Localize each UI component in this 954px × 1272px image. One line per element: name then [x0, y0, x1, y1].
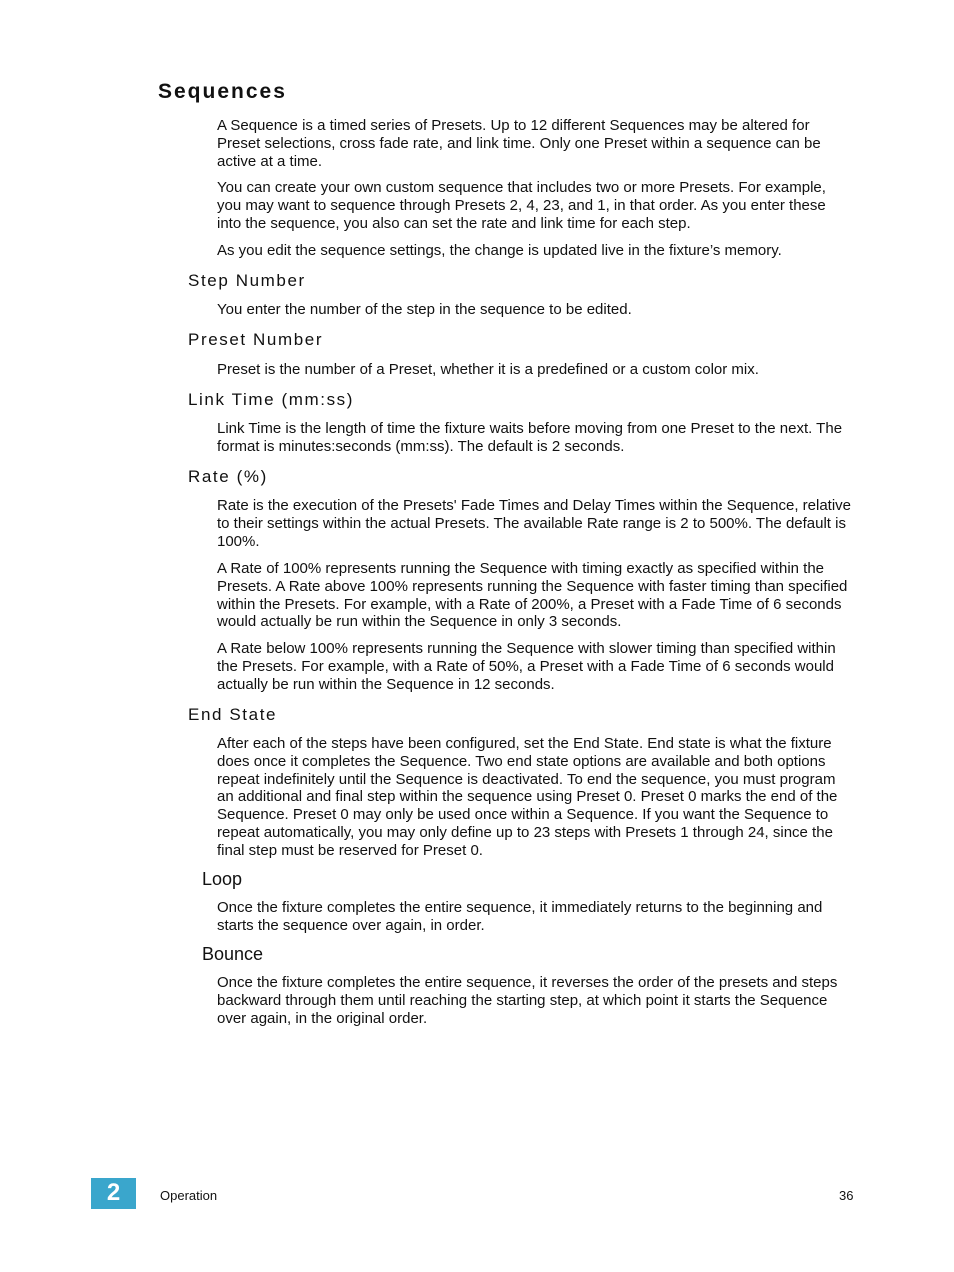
bounce-heading: Bounce — [202, 944, 264, 964]
link-time-text: Link Time is the length of time the fixture waits before moving from one Preset to the next. The format is minutes:seconds (mm:ss). The default is 2 seconds. — [217, 420, 843, 455]
step-number-heading: Step Number — [188, 271, 306, 290]
link-time-heading: Link Time (mm:ss) — [188, 390, 355, 409]
end-state-text: After each of the steps have been configured, set the End State. End state is what the fixture does once it completes the Sequence. Two end state options are available and both options repeat indefinitely until the Sequence is deactivated. To end the sequence, you must program an additional and final step within the sequence using Preset 0. Preset 0 marks the end of the Sequence. Preset 0 may only be used once within a Sequence. If you want the Sequence to repeat automatically, you may only define up to 23 steps with Presets 1 through 24, since the final step must be reserved for Preset 0. — [217, 735, 838, 859]
loop-text: Once the fixture completes the entire sequence, it immediately returns to the beginning and starts the sequence over again, in order. — [217, 899, 823, 934]
chapter-number-badge: 2 — [91, 1178, 136, 1209]
end-state-heading: End State — [188, 705, 278, 724]
rate-heading: Rate (%) — [188, 467, 268, 486]
loop-heading: Loop — [202, 869, 243, 889]
intro-paragraph-2: You can create your own custom sequence that includes two or more Presets. For example, you may want to sequence through Presets 2, 4, 23, and 1, in that order. As you enter these into the sequence, you also can set the rate and link time for each step. — [217, 179, 826, 232]
preset-number-heading: Preset Number — [188, 330, 324, 349]
preset-number-text: Preset is the number of a Preset, whether it is a predefined or a custom color mix. — [217, 361, 759, 378]
bounce-text: Once the fixture completes the entire sequence, it reverses the order of the presets and steps backward through them until reaching the starting step, at which point it starts the Sequence over again, in the original order. — [217, 974, 838, 1027]
rate-paragraph-1: Rate is the execution of the Presets' Fade Times and Delay Times within the Sequence, relative to their settings within the actual Presets. The available Rate range is 2 to 500%. The default is 100%. — [217, 497, 852, 550]
section-title: Sequences — [158, 80, 287, 103]
rate-paragraph-2: A Rate of 100% represents running the Sequence with timing exactly as specified within the Presets. A Rate above 100% represents running the Sequence with faster timing than specified within the Presets. For example, with a Rate of 200%, a Preset with a Fade Time of 6 seconds would actually be run within the Sequence in only 3 seconds. — [217, 560, 848, 631]
step-number-text: You enter the number of the step in the sequence to be edited. — [217, 301, 632, 318]
footer-page-number: 36 — [839, 1188, 854, 1203]
intro-paragraph-3: As you edit the sequence settings, the change is updated live in the fixture’s memory. — [217, 242, 782, 259]
intro-paragraph-1: A Sequence is a timed series of Presets. Up to 12 different Sequences may be altered for Preset selections, cross fade rate, and link time. Only one Preset within a sequence can be active at a time. — [217, 117, 821, 170]
footer-chapter-title: Operation — [160, 1188, 218, 1203]
rate-paragraph-3: A Rate below 100% represents running the Sequence with slower timing than specified within the Presets. For example, with a Rate of 50%, a Preset with a Fade Time of 6 seconds would actually be run within the Sequence in 12 seconds. — [217, 640, 836, 693]
